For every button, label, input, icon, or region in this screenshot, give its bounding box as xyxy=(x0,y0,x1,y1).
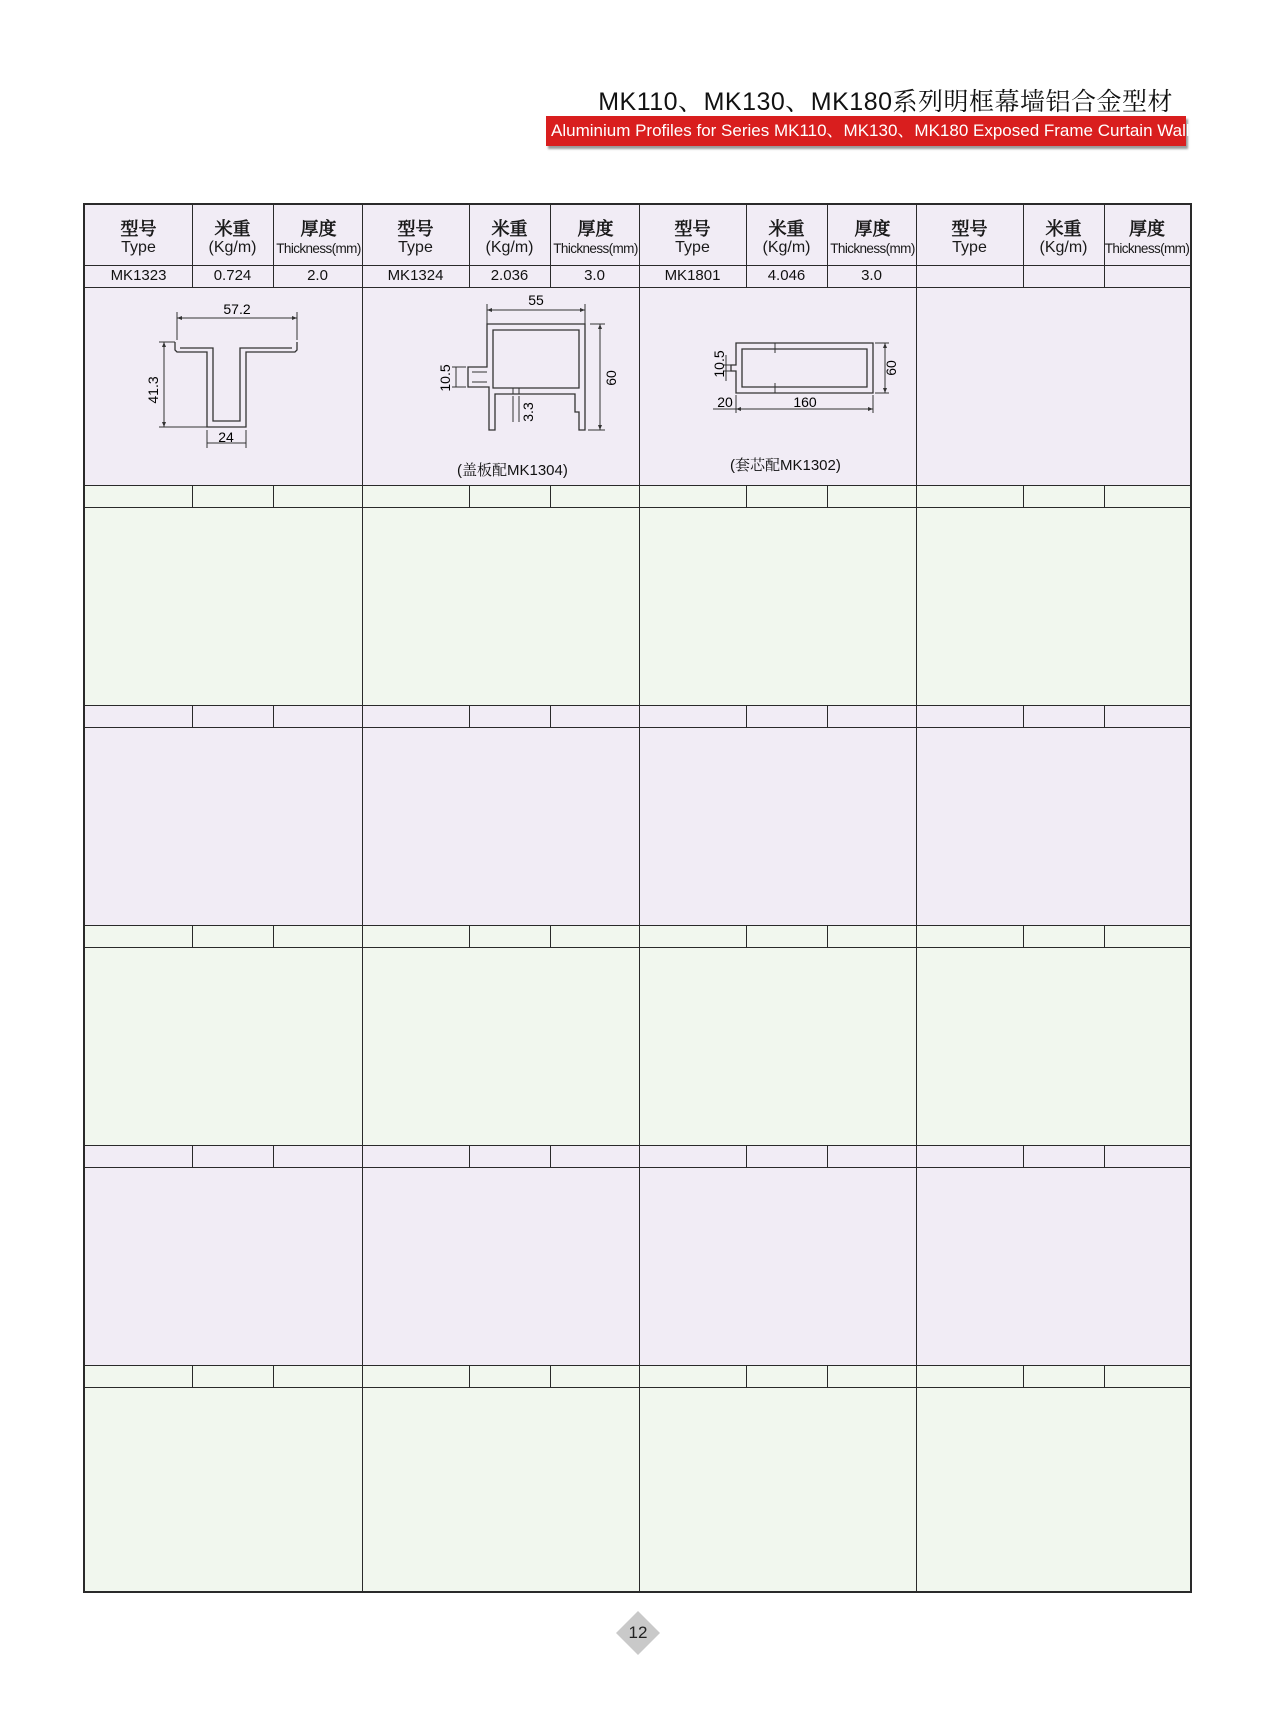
profile-type: MK1801 xyxy=(664,267,721,284)
header-type: 型号 Type xyxy=(120,219,157,256)
header-type: 型号 Type xyxy=(951,219,988,256)
header-thickness: 厚度 Thickness(mm) xyxy=(276,219,361,256)
header-type: 型号 Type xyxy=(674,219,711,256)
header-weight: 米重 (Kg/m) xyxy=(485,219,534,256)
profile-caption: (套芯配MK1302) xyxy=(730,457,841,474)
profiles-table xyxy=(83,203,1192,1593)
page-title-cn: MK110、MK130、MK180系列明框幕墙铝合金型材 xyxy=(598,88,1173,116)
profile-drawing-mk1323 xyxy=(135,302,335,462)
profile-weight: 4.046 xyxy=(767,267,806,284)
dim-height: 60 xyxy=(883,360,899,376)
row-6-values xyxy=(85,1365,1190,1387)
table-header xyxy=(85,205,1190,265)
header-weight: 米重 (Kg/m) xyxy=(762,219,811,256)
header-thickness: 厚度 Thickness(mm) xyxy=(830,219,915,256)
header-weight: 米重 (Kg/m) xyxy=(208,219,257,256)
row-5-drawings xyxy=(85,1167,1190,1365)
dim-width: 55 xyxy=(528,292,544,308)
row-4-drawings xyxy=(85,947,1190,1145)
header-thickness: 厚度 Thickness(mm) xyxy=(1104,219,1190,256)
profile-type: MK1323 xyxy=(110,267,167,284)
page-title-en-banner: Aluminium Profiles for Series MK110、MK130、MK180 Exposed Frame Curtain Wall xyxy=(546,116,1186,146)
header-type: 型号 Type xyxy=(397,219,434,256)
row-2-values xyxy=(85,485,1190,507)
profile-weight: 0.724 xyxy=(213,267,252,284)
dim-width: 160 xyxy=(793,394,817,410)
row-3-drawings xyxy=(85,727,1190,925)
profile-drawing-mk1324 xyxy=(400,292,620,452)
profile-type: MK1324 xyxy=(387,267,444,284)
dim-width: 57.2 xyxy=(223,301,251,317)
dim-height: 41.3 xyxy=(145,376,161,404)
row-1-values xyxy=(85,265,1190,287)
profile-thickness: 3.0 xyxy=(861,267,882,284)
row-5-values xyxy=(85,1145,1190,1167)
row-1-drawings xyxy=(85,287,1190,485)
dim-slot: 3.3 xyxy=(520,402,536,422)
page-number-badge xyxy=(614,1609,662,1657)
dim-tongue: 10.5 xyxy=(437,364,453,392)
header-weight: 米重 (Kg/m) xyxy=(1039,219,1088,256)
profile-drawing-mk1801 xyxy=(677,327,897,427)
header-thickness: 厚度 Thickness(mm) xyxy=(553,219,638,256)
row-6-drawings xyxy=(85,1387,1190,1591)
dim-offset: 20 xyxy=(717,394,733,410)
dim-bottom: 24 xyxy=(218,429,234,445)
profile-thickness: 2.0 xyxy=(307,267,328,284)
profile-weight: 2.036 xyxy=(490,267,529,284)
dim-tongue: 10.5 xyxy=(711,350,727,378)
row-4-values xyxy=(85,925,1190,947)
profile-thickness: 3.0 xyxy=(584,267,605,284)
page-number: 12 xyxy=(628,1623,648,1642)
row-2-drawings xyxy=(85,507,1190,705)
row-3-values xyxy=(85,705,1190,727)
profile-caption: (盖板配MK1304) xyxy=(457,462,568,479)
dim-height: 60 xyxy=(603,370,619,386)
